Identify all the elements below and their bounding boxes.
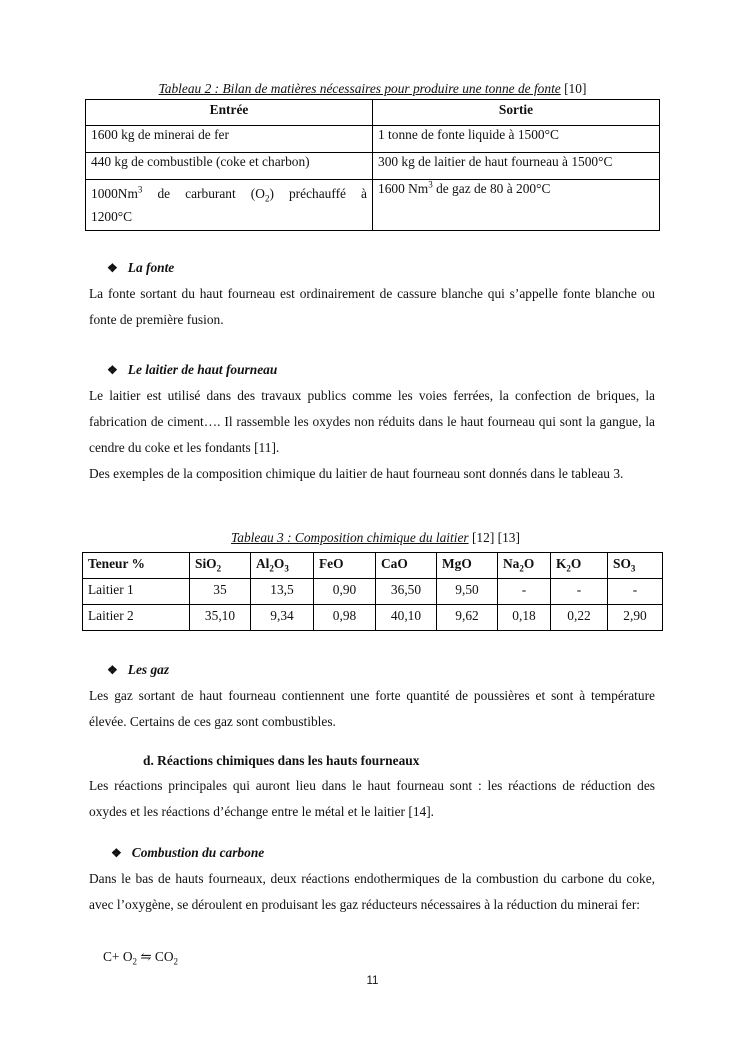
heading-les-gaz [107,661,169,679]
table2-caption-ref: [10] [564,81,587,96]
heading-combustion [111,844,264,862]
table3-cell: 9,34 [251,605,314,631]
heading-laitier [107,361,277,379]
text-fragment: SiO [195,556,217,571]
table3-header: CaO [376,553,437,579]
subscript: 2 [269,563,274,574]
diamond-bullet-icon: ❖ [107,261,118,275]
superscript: 3 [137,184,143,195]
heading-la-fonte [107,259,174,277]
subscript: 2 [519,563,524,574]
table3-header [190,553,251,579]
paragraph-gaz: Les gaz sortant de haut fourneau contiennent une forte quantité de poussières et sont à température élevée. Certains de ces gaz sont combustibles. [89,688,655,729]
text-fragment: O [523,556,535,571]
subscript: 2 [566,563,571,574]
table3-caption [88,530,663,546]
paragraph-combustion: Dans le bas de hauts fourneaux, deux réactions endothermiques de la combustion du carbone du coke, avec l’oxygène, se déroulent en produisant les gaz réducteurs nécessaires à la réduction du minerai fer: [89,871,655,912]
text-fragment: 1600 Nm [378,181,429,196]
table3-cell: 40,10 [376,605,437,631]
subscript: 3 [630,563,636,574]
table2-header-sortie: Sortie [373,100,660,126]
paragraph-laitier-2: Des exemples de la composition chimique du laitier de haut fourneau sont donnés dans le tableau 3. [89,466,624,481]
table-row [86,180,660,231]
table3-cell: Laitier 2 [83,605,190,631]
superscript: 3 [428,179,433,190]
table-row [86,153,660,180]
table3-header [608,553,663,579]
heading-text: Les gaz [127,662,170,677]
text-fragment: ⇋ CO [137,949,174,964]
table2-caption-title: Tableau 2 : Bilan de matières nécessaires pour produire une tonne de fonte [158,81,561,96]
table2-cell: 440 kg de combustible (coke et charbon) [86,153,373,180]
table3-cell: 0,18 [498,605,551,631]
text-fragment: Al [256,556,270,571]
table-row [86,126,660,153]
subscript: 2 [264,193,270,204]
text-fragment: C+ O [103,949,133,964]
page-number: 11 [366,975,379,987]
diamond-bullet-icon: ❖ [107,363,118,377]
table3 [82,552,663,631]
table3-header: Teneur % [83,553,190,579]
table3-cell: - [498,579,551,605]
paragraph-section-d: Les réactions principales qui auront lieu dans le haut fourneau sont : les réactions de réduction des oxydes et les réactions d’échange entre le métal et le laitier [14]. [89,778,655,819]
heading-text: Combustion du carbone [131,845,265,860]
table3-cell: Laitier 1 [83,579,190,605]
table3-caption-title: Tableau 3 : Composition chimique du laitier [231,530,469,545]
text-fragment: O [273,556,285,571]
table2-cell-line2: 1200°C [91,209,133,224]
table3-cell: 0,90 [314,579,376,605]
text-fragment: Na [503,556,520,571]
table-row [83,605,663,631]
table3-header [551,553,608,579]
table2-cell: 1 tonne de fonte liquide à 1500°C [373,126,660,153]
table3-cell: 35 [190,579,251,605]
subscript: 2 [216,563,222,574]
table3-cell: 0,22 [551,605,608,631]
table2 [85,99,660,231]
table-row [83,579,663,605]
paragraph-fonte: La fonte sortant du haut fourneau est ordinairement de cassure blanche qui s’appelle fonte blanche ou fonte de première fusion. [89,286,655,327]
table3-header: MgO [437,553,498,579]
subscript: 2 [173,956,179,967]
table3-caption-ref: [12] [13] [471,530,520,545]
table3-header: FeO [314,553,376,579]
table3-header [498,553,551,579]
diamond-bullet-icon: ❖ [107,663,118,677]
text-fragment: K [556,556,567,571]
table3-cell: - [551,579,608,605]
table2-cell [86,180,373,231]
table3-cell: 9,62 [437,605,498,631]
table3-cell: 13,5 [251,579,314,605]
table3-cell: 2,90 [608,605,663,631]
table3-cell: 35,10 [190,605,251,631]
table3-cell: 9,50 [437,579,498,605]
table2-cell-line1 [91,180,367,207]
heading-text: Le laitier de haut fourneau [127,362,278,377]
text-fragment: de carburant (O [142,186,265,201]
diamond-bullet-icon: ❖ [111,846,122,860]
heading-text: La fonte [127,260,175,275]
table2-cell: 300 kg de laitier de haut fourneau à 1500°C [373,153,660,180]
table2-cell [373,180,660,231]
table2-header-entree: Entrée [86,100,373,126]
table2-caption [85,81,660,97]
table3-header [251,553,314,579]
table2-cell: 1600 kg de minerai de fer [86,126,373,153]
table3-header-row [83,553,663,579]
table3-cell: 36,50 [376,579,437,605]
paragraph-laitier-1: Le laitier est utilisé dans des travaux publics comme les voies ferrées, la confection de briques, la fabrication de ciment…. Il rassemble les oxydes non réduits dans le haut fourneau qui sont la gangue, la cendre du coke et les fondants [11]. [89,388,655,455]
subscript: 3 [284,563,289,574]
table2-header-row [86,100,660,126]
text-fragment: ) préchauffé à [269,186,367,201]
equation-c-o2 [103,948,178,966]
table3-cell: - [608,579,663,605]
table3-cell: 0,98 [314,605,376,631]
subscript: 2 [132,956,138,967]
text-fragment: SO [613,556,631,571]
text-fragment: de gaz de 80 à 200°C [432,181,551,196]
text-fragment: O [570,556,582,571]
text-fragment: 1000Nm [91,186,138,201]
section-d-heading: d. Réactions chimiques dans les hauts fourneaux [143,753,420,768]
